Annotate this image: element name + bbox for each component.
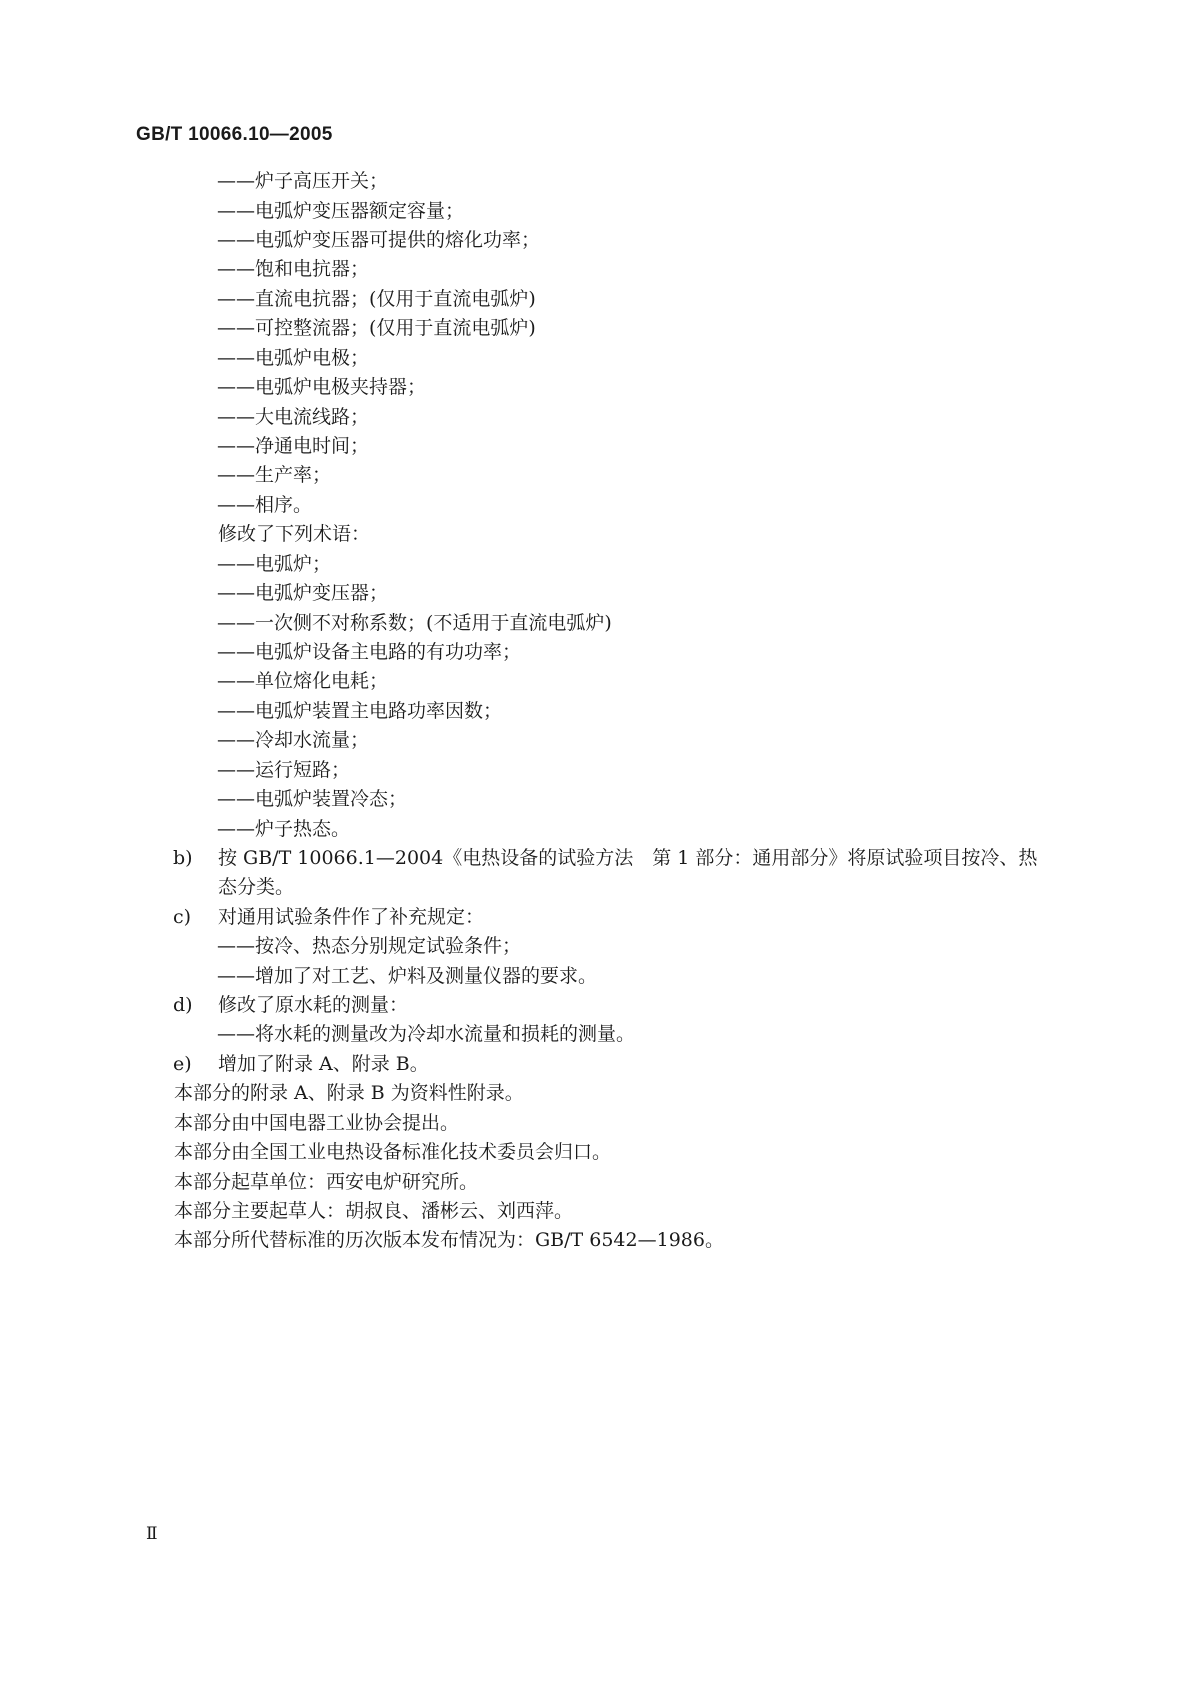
item-marker-b: b) (173, 847, 193, 869)
page-number: Ⅱ (146, 1524, 158, 1544)
modified-terms-intro: 修改了下列术语： (218, 523, 371, 545)
paragraph: 本部分起草单位：西安电炉研究所。 (174, 1171, 479, 1193)
list-item: ——电弧炉变压器； (217, 582, 389, 604)
list-item: ——炉子热态。 (217, 818, 351, 840)
item-marker-c: c) (173, 906, 192, 928)
item-marker-d: d) (173, 994, 193, 1016)
list-item: ——电弧炉装置冷态； (217, 788, 408, 810)
item-c-text: 对通用试验条件作了补充规定： (218, 906, 485, 928)
list-item: ——电弧炉设备主电路的有功功率； (217, 641, 522, 663)
paragraph: 本部分所代替标准的历次版本发布情况为：GB/T 6542—1986。 (174, 1229, 724, 1251)
list-item: ——生产率； (217, 464, 332, 486)
list-item: ——电弧炉变压器额定容量； (217, 200, 465, 222)
list-item: ——将水耗的测量改为冷却水流量和损耗的测量。 (217, 1023, 636, 1045)
list-item: ——单位熔化电耗； (217, 670, 389, 692)
item-d-text: 修改了原水耗的测量： (218, 994, 409, 1016)
list-item: ——按冷、热态分别规定试验条件； (217, 935, 522, 957)
paragraph: 本部分主要起草人：胡叔良、潘彬云、刘西萍。 (174, 1200, 574, 1222)
list-item: ——电弧炉电极夹持器； (217, 376, 427, 398)
item-b-text-line1: 按 GB/T 10066.1—2004《电热设备的试验方法 第 1 部分：通用部分》将原试验项目按冷、热 (218, 847, 1038, 869)
paragraph: 本部分的附录 A、附录 B 为资料性附录。 (174, 1082, 524, 1104)
list-item: ——净通电时间； (217, 435, 370, 457)
list-item: ——可控整流器；(仅用于直流电弧炉) (217, 317, 536, 339)
list-item: ——相序。 (217, 494, 313, 516)
paragraph: 本部分由中国电器工业协会提出。 (174, 1112, 460, 1134)
paragraph: 本部分由全国工业电热设备标准化技术委员会归口。 (174, 1141, 612, 1163)
item-b-text-line2: 态分类。 (218, 876, 295, 898)
item-e-text: 增加了附录 A、附录 B。 (218, 1053, 429, 1075)
list-item: ——大电流线路； (217, 406, 370, 428)
list-item: ——炉子高压开关； (217, 170, 389, 192)
list-item: ——电弧炉电极； (217, 347, 370, 369)
list-item: ——电弧炉； (217, 553, 332, 575)
list-item: ——运行短路； (217, 759, 351, 781)
list-item: ——饱和电抗器； (217, 258, 370, 280)
list-item: ——电弧炉装置主电路功率因数； (217, 700, 503, 722)
list-item: ——冷却水流量； (217, 729, 370, 751)
list-item: ——增加了对工艺、炉料及测量仪器的要求。 (217, 965, 598, 987)
standard-number-header: GB/T 10066.10—2005 (136, 124, 333, 145)
list-item: ——电弧炉变压器可提供的熔化功率； (217, 229, 541, 251)
list-item: ——直流电抗器；(仅用于直流电弧炉) (217, 288, 536, 310)
list-item: ——一次侧不对称系数；(不适用于直流电弧炉) (217, 612, 612, 634)
item-marker-e: e) (173, 1053, 192, 1075)
